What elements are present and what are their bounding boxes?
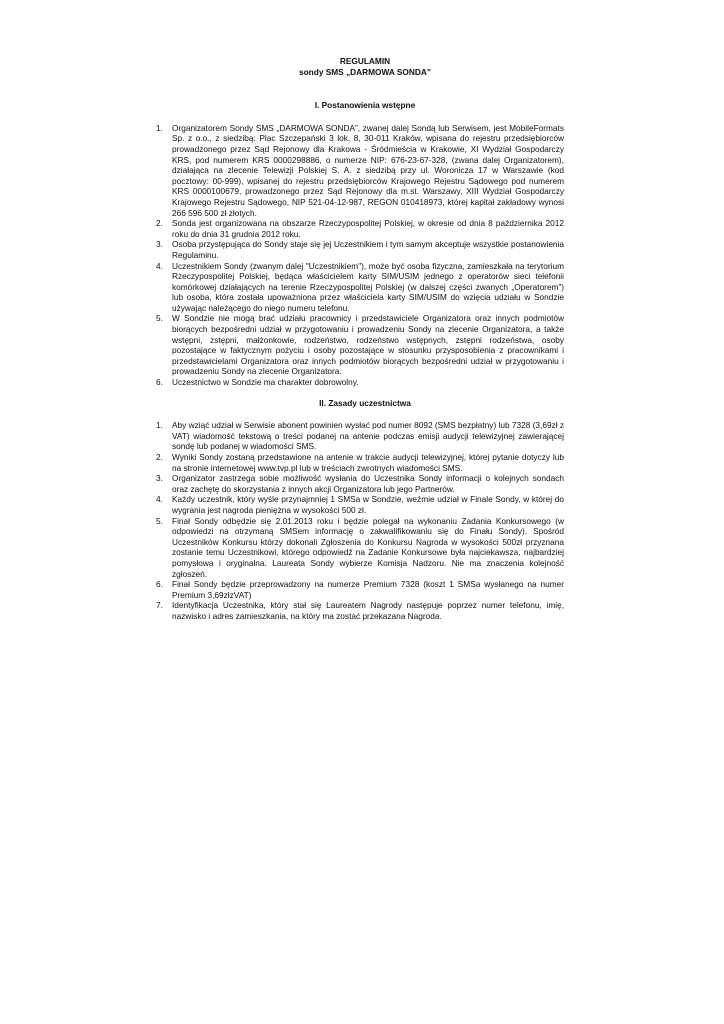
- list-item: [156, 377, 564, 388]
- section-2-list: [156, 420, 564, 621]
- item-number: 6.: [156, 377, 163, 388]
- item-number: 3.: [156, 473, 163, 484]
- item-number: 3.: [156, 239, 163, 250]
- item-number: 2.: [156, 452, 163, 462]
- item-text: W Sondzie nie mogą brać udziału pracownicy i przedstawiciele Organizatora oraz innych podmiotów biorących bezpośredni udział w przygotowaniu i prowadzeniu Sondy na zlecenie Organizatora, a także wstępni, zstępni, małżonkowie, rodzeństwo, rodzeństwo wstępnych, zstępni rodzeństwa, osoby pozostające w faktycznym pożyciu i osoby pozostające w stosunku przysposobienia z pracownikami i przedstawicielami Organizatora oraz innych podmiotów biorących bezpośredni udział w przygotowaniu i prowadzeniu Sondy na zlecenie Organizatora.: [172, 313, 564, 377]
- list-item: [156, 239, 564, 260]
- item-number: 1.: [156, 122, 163, 133]
- item-text: Każdy uczestnik, który wyśle przynajmniej 1 SMSa w Sondzie, weźmie udział w Finale Sondy, w której do wygrania jest nagroda pieniężna w wysokości 500 zł.: [172, 494, 564, 515]
- item-number: 7.: [156, 600, 163, 611]
- item-text: Uczestnikiem Sondy (zwanym dalej "Uczestnikiem"), może być osoba fizyczna, zamieszkała na terytorium Rzeczypospolitej Polskiej, będąca właścicielem karty SIM/USIM jednego z operatorów sieci telefonii komórkowej działających na terenie Rzeczypospolitej Polskiej (w dalszej części zwanych „Operatorem”) lub osoba, która została upoważniona przez właściciela karty SIM/USIM do wzięcia udziału w Sondzie używając należącego do niego numeru telefonu.: [172, 260, 564, 313]
- list-item: [156, 123, 564, 218]
- list-item: [156, 218, 564, 239]
- item-text: Finał Sondy odbędzie się 2.01.2013 roku i będzie polegał na wykonaniu Zadania Konkursowego (w odpowiedzi na otrzymaną SMSem informację o zakwalifikowaniu się do Finału Sondy). Spośród Uczestników Konkursu którzy dokonali Zgłoszenia do Konkursu Nagroda w wysokości 500zł przyznana zostanie temu Uczestnikowi, którego odpowiedź na Zadanie Konkursowe była najciekawsza, najbardziej pomysłowa i oryginalna. Laureata Sondy wybierze Komisja Nadzoru. Nie ma znaczenia kolejność zgłoszeń.: [172, 515, 564, 579]
- item-text: Finał Sondy będzie przeprowadzony na numerze Premium 7328 (koszt 1 SMSa wysłanego na numer Premium 3,69złzVAT): [172, 579, 564, 600]
- item-number: 6.: [156, 579, 163, 590]
- document-subtitle: sondy SMS „DARMOWA SONDA”: [299, 66, 431, 77]
- item-text: Osoba przystępująca do Sondy staje się jej Uczestnikiem i tym samym akceptuje wszystkie postanowienia Regulaminu.: [172, 239, 564, 260]
- section-1-list: [156, 123, 564, 388]
- item-number: 4.: [156, 494, 163, 505]
- list-item: [156, 494, 564, 515]
- item-text: Wyniki Sondy zostaną przedstawione na antenie w trakcie audycji telewizyjnej, której pytanie dotyczy lub na stronie internetowej www.tvp.pl lub w treściach zwrotnych wiadomości SMS.: [172, 452, 564, 473]
- item-number: 5.: [156, 313, 163, 324]
- item-number: 2.: [156, 218, 163, 229]
- list-item: [156, 420, 564, 452]
- item-text: Identyfikacja Uczestnika, który stał się Laureatem Nagrody następuje poprzez numer telefonu, imię, nazwisko i adres zamieszkania, na który ma zostać przekazana Nagroda.: [172, 600, 564, 621]
- item-number: 5.: [156, 515, 163, 526]
- list-item: [156, 516, 564, 580]
- list-item: [156, 261, 564, 314]
- section-heading-1: I. Postanowienia wstępne: [314, 100, 416, 111]
- item-number: 1.: [156, 420, 163, 431]
- list-item: [156, 473, 564, 494]
- item-text: Uczestnictwo w Sondzie ma charakter dobrowolny.: [172, 377, 359, 388]
- item-text: Organizatorem Sondy SMS „DARMOWA SONDA”, zwanej dalej Sondą lub Serwisem, jest MobileFormats Sp. z o.o., z siedzibą: Plac Szczepański 3 lok. 8, 30-011 Kraków, wpisana do rejestru przedsiębiorców prowadzonego przez Sąd Rejonowy dla Krakowa - Śródmieścia w Krakowie, XI Wydział Gospodarczy KRS, pod numerem KRS 0000298886, o numerze NIP: 676-23-67-328, (zwana dalej Organizatorem), działająca na zlecenie Telewizji Polskiej S. A. z siedzibą przy ul. Woronicza 17 w Warszawie (kod pocztowy: 00-999), wpisanej do rejestru przedsiębiorców Krajowego Rejestru Sądowego pod numerem KRS 0000100679, prowadzonego przez Sąd Rejonowy dla m.st. Warszawy, XIII Wydział Gospodarczy Krajowego Rejestru Sądowego, NIP 521-04-12-987, REGON 010418973, której kapitał zakładowy wynosi 266 596 500 zł złotych.: [172, 122, 564, 218]
- list-item: [156, 452, 564, 473]
- item-text: Sonda jest organizowana na obszarze Rzeczypospolitej Polskiej, w okresie od dnia 8 października 2012 roku do dnia 31 grudnia 2012 roku.: [172, 218, 564, 239]
- list-item: [156, 313, 564, 377]
- item-number: 4.: [156, 260, 163, 271]
- list-item: [156, 600, 564, 621]
- item-text: Aby wziąć udział w Serwisie abonent powinien wysłać pod numer 8092 (SMS bezpłatny) lub 7328 (3,69zł z VAT) wiadomość tekstową o treści podanej na antenie podczas emisji audycji telewizyjnej zawierającej sondę lub podanej w wiadomości SMS.: [172, 420, 565, 452]
- list-item: [156, 579, 564, 600]
- document-title: REGULAMIN: [339, 56, 391, 66]
- item-text: Organizator zastrzega sobie możliwość wysłania do Uczestnika Sondy informacji o kolejnych sondach oraz zachętę do skorzystania z innych akcji Organizatora lub jego Partnerów.: [172, 473, 564, 494]
- section-heading-2: II. Zasady uczestnictwa: [319, 397, 411, 408]
